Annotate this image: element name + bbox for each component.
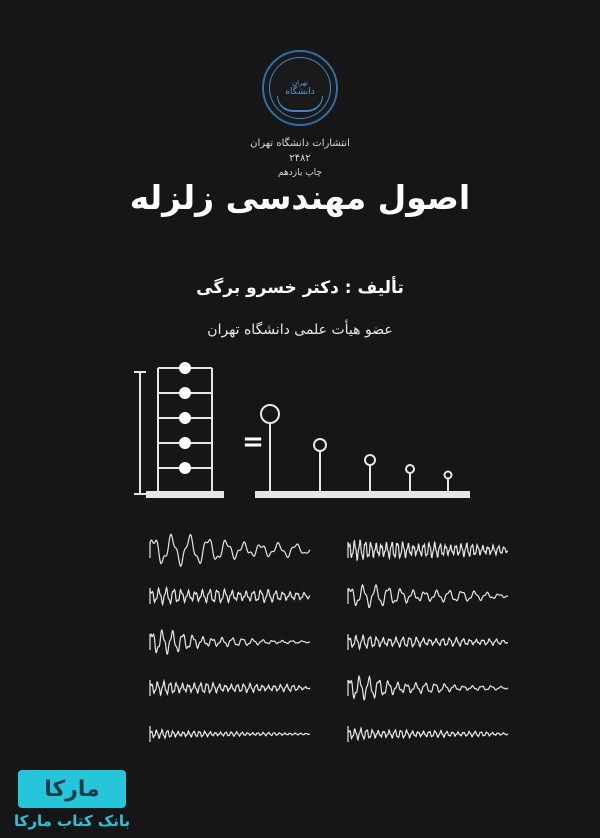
oscillator-mass-2: [314, 439, 326, 451]
building-base: [146, 491, 224, 498]
cover-diagram: [0, 358, 600, 518]
oscillator-mass-5: [445, 472, 452, 479]
building-mass-3: [179, 412, 191, 424]
seismogram-trace: [348, 585, 508, 607]
diagram-svg: [0, 358, 600, 518]
publisher-block: [0, 50, 600, 180]
equals-sign: =: [242, 427, 264, 457]
seismogram-trace: [348, 676, 508, 699]
seismogram-svg: [0, 528, 600, 768]
oscillator-base: [255, 491, 470, 498]
footer-caption: بانک کتاب مارکا: [14, 812, 131, 830]
university-of-tehran-emblem-icon: [262, 50, 338, 126]
publisher-name: انتشارات دانشگاه تهران: [250, 138, 350, 149]
edition-label: چاپ یازدهم: [278, 168, 322, 178]
seismogram-trace: [150, 630, 310, 654]
publisher-number: ۲۴۸۲: [289, 153, 311, 164]
footer-watermark: [0, 764, 600, 838]
marka-logo: [18, 770, 126, 808]
building-mass-5: [179, 362, 191, 374]
seismogram-trace: [150, 588, 310, 605]
building-mass-4: [179, 387, 191, 399]
seismogram-trace: [150, 730, 310, 739]
building-mass-1: [179, 462, 191, 474]
affiliation-line: عضو هیأت علمی دانشگاه تهران: [207, 322, 393, 338]
oscillator-mass-4: [406, 465, 414, 473]
seismogram-trace: [348, 540, 508, 560]
marka-logo-text: مارکا: [44, 776, 100, 802]
seismogram-trace: [150, 681, 310, 695]
seismogram-trace: [150, 534, 310, 566]
building-mass-2: [179, 437, 191, 449]
book-title: اصول مهندسی زلزله: [129, 178, 471, 217]
publisher-lines: [250, 136, 350, 180]
author-line: تألیف : دکتر خسرو برگی: [196, 278, 404, 298]
oscillator-mass-3: [365, 455, 375, 465]
emblem-text-main: دانشگاه: [285, 87, 315, 97]
seismogram-trace: [348, 728, 508, 739]
seismogram-panel: [0, 528, 600, 768]
seismogram-trace: [348, 635, 508, 649]
oscillator-mass-1: [261, 405, 279, 423]
emblem-text-top: تهران: [291, 79, 309, 87]
